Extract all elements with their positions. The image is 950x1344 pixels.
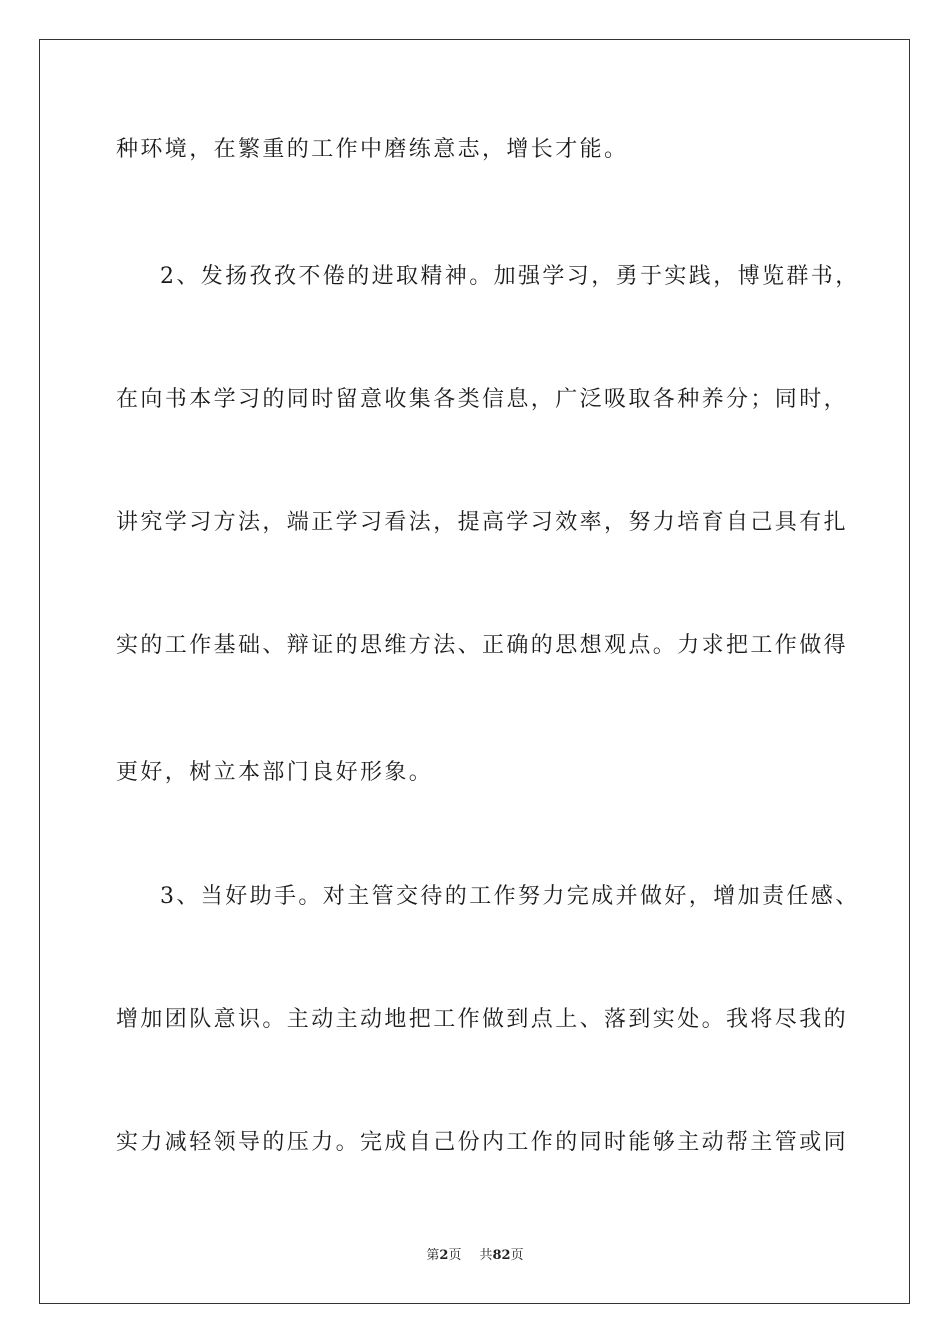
page-number: 2 [439, 1248, 449, 1263]
total-pages: 82 [492, 1248, 511, 1263]
page-footer [0, 1247, 950, 1265]
page-prefix: 第 [426, 1248, 440, 1263]
paragraph-2-start: 2、发扬孜孜不倦的进取精神。加强学习，勇于实践，博览群书， [160, 264, 860, 289]
body-text-line: 实力减轻领导的压力。完成自己份内工作的同时能够主动帮主管或同 [116, 1130, 849, 1155]
body-text-line: 实的工作基础、辩证的思维方法、正确的思想观点。力求把工作做得 [116, 633, 849, 658]
total-suffix: 页 [510, 1248, 524, 1263]
body-text-line: 在向书本学习的同时留意收集各类信息，广泛吸取各种养分；同时， [116, 387, 849, 412]
body-text-line: 种环境，在繁重的工作中磨练意志，增长才能。 [116, 137, 629, 162]
body-text-line: 增加团队意识。主动主动地把工作做到点上、落到实处。我将尽我的 [116, 1007, 849, 1032]
body-text-line: 讲究学习方法，端正学习看法，提高学习效率，努力培育自己具有扎 [116, 510, 849, 535]
page-border [39, 39, 910, 1304]
body-text-line: 更好，树立本部门良好形象。 [116, 760, 434, 785]
paragraph-3-start: 3、当好助手。对主管交待的工作努力完成并做好，增加责任感、 [160, 884, 860, 909]
page-suffix: 页 [448, 1248, 462, 1263]
total-prefix: 共 [479, 1248, 493, 1263]
